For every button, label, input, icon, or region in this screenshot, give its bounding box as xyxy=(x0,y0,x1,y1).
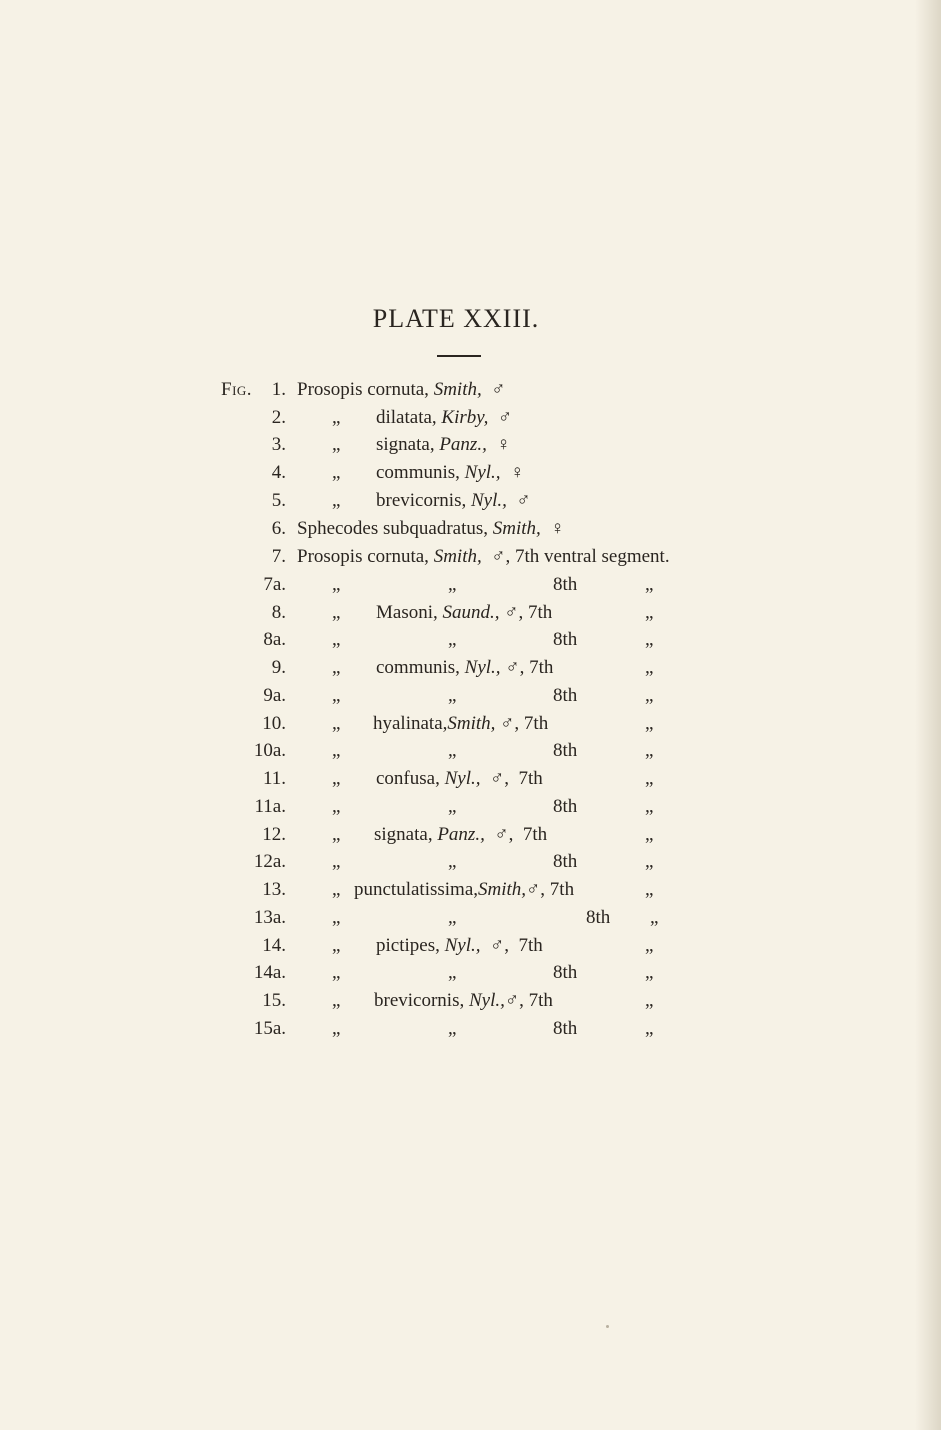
ditto-mark: „ xyxy=(645,879,654,900)
taxon-author: Nyl., xyxy=(468,990,505,1011)
figure-row xyxy=(0,627,941,653)
sex-symbol: ♂ xyxy=(491,379,506,400)
figure-row xyxy=(0,738,941,764)
paper-speck xyxy=(606,1325,609,1328)
figure-row xyxy=(0,405,941,431)
ditto-mark: „ xyxy=(645,851,654,872)
taxon-name: dilatata, xyxy=(376,407,437,428)
figure-row xyxy=(0,377,941,403)
figure-number: 9. xyxy=(271,657,286,678)
sex-symbol: ♂ xyxy=(494,824,509,845)
plate-title: PLATE XXIII. xyxy=(372,304,540,333)
ditto-mark: „ xyxy=(332,796,341,817)
taxon-author: Smith, xyxy=(478,879,527,900)
ditto-mark: „ xyxy=(332,907,341,928)
ditto-mark: „ xyxy=(332,990,341,1011)
taxon-name: hyalinata, xyxy=(373,713,448,734)
figure-number: 15. xyxy=(262,990,286,1011)
segment-label: , 7th xyxy=(508,824,548,845)
taxon-author: Panz., xyxy=(437,824,485,845)
segment-label: 8th xyxy=(553,629,578,650)
taxon-name: Prosopis cornuta, xyxy=(297,379,429,400)
segment-label: , 7th xyxy=(519,657,554,678)
taxon-author: Nyl., xyxy=(464,657,501,678)
ditto-mark: „ xyxy=(645,990,654,1011)
taxon-author: Nyl., xyxy=(464,462,501,483)
sex-symbol: ♂ xyxy=(500,713,515,734)
figure-number: 1. xyxy=(271,379,286,400)
figure-number: 11a. xyxy=(254,796,286,817)
segment-label: , 7th xyxy=(518,602,553,623)
sex-symbol: ♀ xyxy=(496,434,511,455)
figure-entry xyxy=(376,933,543,959)
taxon-author: Nyl., xyxy=(444,935,481,956)
figure-row xyxy=(0,711,941,737)
ditto-mark: „ xyxy=(448,740,457,761)
title-rule xyxy=(437,355,481,357)
sex-symbol: ♂ xyxy=(504,602,519,623)
figure-row xyxy=(0,460,941,486)
ditto-mark: „ xyxy=(332,490,341,511)
figure-number: 2. xyxy=(271,407,286,428)
segment-label: 8th xyxy=(553,574,578,595)
ditto-mark: „ xyxy=(645,935,654,956)
ditto-mark: „ xyxy=(332,935,341,956)
ditto-mark: „ xyxy=(332,879,341,900)
ditto-mark: „ xyxy=(332,657,341,678)
taxon-name: Sphecodes subquadratus, xyxy=(297,518,489,539)
figure-entry xyxy=(376,432,511,458)
ditto-mark: „ xyxy=(332,434,341,455)
segment-label: , 7th xyxy=(540,879,575,900)
ditto-mark: „ xyxy=(332,462,341,483)
taxon-name: Masoni, xyxy=(376,602,438,623)
ditto-mark: „ xyxy=(332,602,341,623)
taxon-name: brevicornis, xyxy=(374,990,465,1011)
sex-symbol: ♂ xyxy=(497,407,513,428)
taxon-name: Prosopis cornuta, xyxy=(297,546,429,567)
figure-entry xyxy=(376,655,553,681)
figure-row xyxy=(0,1016,941,1042)
figure-number: 12. xyxy=(262,824,286,845)
taxon-name: communis, xyxy=(376,657,460,678)
figure-row xyxy=(0,766,941,792)
taxon-name: communis, xyxy=(376,462,460,483)
figure-number: 6. xyxy=(271,518,286,539)
figure-row xyxy=(0,960,941,986)
taxon-name: confusa, xyxy=(376,768,440,789)
figure-entry xyxy=(354,877,574,903)
figure-entry xyxy=(376,460,524,486)
sex-symbol: ♂ xyxy=(516,490,531,511)
taxon-author: Nyl., xyxy=(444,768,481,789)
segment-label: 8th xyxy=(553,962,578,983)
ditto-mark: „ xyxy=(645,629,654,650)
figure-number: 14a. xyxy=(253,962,286,983)
figure-row xyxy=(0,488,941,514)
figure-row xyxy=(0,600,941,626)
ditto-mark: „ xyxy=(332,574,341,595)
ditto-mark: „ xyxy=(332,685,341,706)
figure-row xyxy=(0,516,941,542)
figure-entry xyxy=(376,488,531,514)
ditto-mark: „ xyxy=(332,1018,341,1039)
figure-number: 9a. xyxy=(263,685,286,706)
ditto-mark: „ xyxy=(645,824,654,845)
sex-symbol: ♀ xyxy=(510,462,525,483)
figure-number: 8a. xyxy=(263,629,286,650)
segment-label: 8th xyxy=(553,851,578,872)
ditto-mark: „ xyxy=(332,962,341,983)
taxon-name: pictipes, xyxy=(376,935,440,956)
figure-row xyxy=(0,572,941,598)
figure-number: 13a. xyxy=(253,907,286,928)
ditto-mark: „ xyxy=(332,851,341,872)
figure-number: 10. xyxy=(262,713,286,734)
figure-number: 11. xyxy=(262,768,286,789)
figure-number: 5. xyxy=(271,490,286,511)
segment-label: , 7th xyxy=(504,768,543,789)
ditto-mark: „ xyxy=(332,740,341,761)
ditto-mark: „ xyxy=(645,685,654,706)
ditto-mark: „ xyxy=(645,602,654,623)
taxon-author: Smith, xyxy=(433,546,482,567)
figure-row xyxy=(0,544,941,570)
figure-number: 15a. xyxy=(253,1018,286,1039)
sex-symbol: ♂ xyxy=(489,768,505,789)
figure-row xyxy=(0,849,941,875)
ditto-mark: „ xyxy=(332,407,341,428)
ditto-mark: „ xyxy=(645,574,654,595)
ditto-mark: „ xyxy=(448,907,457,928)
figure-number: 12a. xyxy=(253,851,286,872)
taxon-author: Smith, xyxy=(447,713,496,734)
sex-symbol: ♂ xyxy=(505,657,520,678)
sex-symbol: ♂ xyxy=(490,935,505,956)
taxon-name: punctulatissima, xyxy=(354,879,479,900)
figure-number: 14. xyxy=(262,935,286,956)
ditto-mark: „ xyxy=(332,629,341,650)
segment-label: , 7th xyxy=(514,713,549,734)
figure-entry xyxy=(373,711,548,737)
figure-row xyxy=(0,988,941,1014)
figure-entry xyxy=(297,516,565,542)
taxon-name: brevicornis, xyxy=(376,490,467,511)
sex-symbol: ♂ xyxy=(526,879,541,900)
segment-label: 8th xyxy=(553,796,578,817)
ditto-mark: „ xyxy=(332,768,341,789)
figure-number: 3. xyxy=(271,434,286,455)
ditto-mark: „ xyxy=(645,657,654,678)
taxon-author: Smith, xyxy=(433,379,482,400)
figure-number: 7a. xyxy=(263,574,286,595)
segment-label: 8th xyxy=(553,740,578,761)
sex-symbol: ♀ xyxy=(550,518,565,539)
figure-row xyxy=(0,822,941,848)
taxon-author: Nyl., xyxy=(470,490,507,511)
ditto-mark: „ xyxy=(645,713,654,734)
figure-number: 7. xyxy=(271,546,286,567)
ditto-mark: „ xyxy=(332,824,341,845)
figure-row xyxy=(0,905,941,931)
sex-symbol: ♂ xyxy=(504,990,520,1011)
ditto-mark: „ xyxy=(448,1018,457,1039)
figure-entry xyxy=(297,377,505,403)
ditto-mark: „ xyxy=(448,685,457,706)
fig-prefix: Fig. xyxy=(221,379,253,400)
segment-label: 8th xyxy=(553,1018,578,1039)
figure-row xyxy=(0,933,941,959)
ditto-mark: „ xyxy=(645,962,654,983)
figure-entry xyxy=(297,544,670,570)
figure-row xyxy=(0,794,941,820)
ditto-mark: „ xyxy=(332,713,341,734)
figure-row xyxy=(0,655,941,681)
segment-label: , 7th xyxy=(519,990,553,1011)
figure-row xyxy=(0,432,941,458)
taxon-author: Kirby, xyxy=(441,407,489,428)
figure-number: 4. xyxy=(271,462,286,483)
taxon-author: Panz., xyxy=(439,434,487,455)
figure-entry xyxy=(376,600,552,626)
figure-number: 8. xyxy=(271,602,286,623)
ditto-mark: „ xyxy=(650,907,659,928)
taxon-author: Smith, xyxy=(492,518,541,539)
ditto-mark: „ xyxy=(645,740,654,761)
segment-label: 8th xyxy=(553,685,578,706)
sex-symbol: ♂ xyxy=(491,546,506,567)
segment-label: , 7th xyxy=(504,935,543,956)
figure-entry xyxy=(376,405,512,431)
figure-entry xyxy=(374,822,547,848)
figure-number: 10a. xyxy=(253,740,286,761)
ditto-mark: „ xyxy=(448,629,457,650)
figure-entry xyxy=(376,766,543,792)
ditto-mark: „ xyxy=(448,962,457,983)
figure-row xyxy=(0,877,941,903)
figure-number: 13. xyxy=(262,879,286,900)
segment-label: , 7th ventral segment. xyxy=(505,546,670,567)
figure-entry xyxy=(374,988,553,1014)
ditto-mark: „ xyxy=(448,796,457,817)
taxon-name: signata, xyxy=(376,434,435,455)
ditto-mark: „ xyxy=(448,574,457,595)
taxon-author: Saund., xyxy=(442,602,500,623)
ditto-mark: „ xyxy=(645,1018,654,1039)
taxon-name: signata, xyxy=(374,824,433,845)
ditto-mark: „ xyxy=(645,768,654,789)
ditto-mark: „ xyxy=(448,851,457,872)
figure-row xyxy=(0,683,941,709)
ditto-mark: „ xyxy=(645,796,654,817)
segment-label: 8th xyxy=(586,907,611,928)
